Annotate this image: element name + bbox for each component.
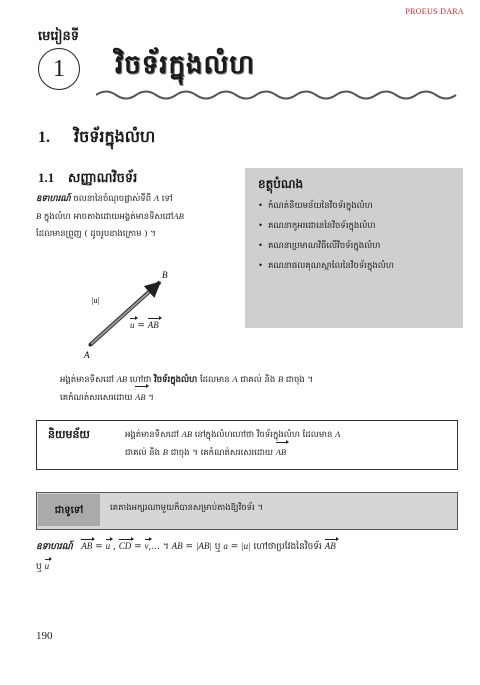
def-text: នៅក្នុងលំហហៅថា វិចទ័រក្នុងលំហ ដែលមាន — [194, 430, 333, 440]
note-label-text: ជាទូទៅ — [54, 504, 84, 516]
abs-u: |u| — [241, 541, 251, 551]
desc-text: ហៅថា — [129, 375, 152, 385]
lesson-number-badge — [38, 48, 80, 90]
page-number: 190 — [36, 630, 53, 642]
vector-ab: AB — [81, 541, 93, 551]
objectives-list — [258, 196, 456, 276]
equals-sign: = — [95, 542, 103, 552]
chapter-title: វិចទ័រក្នុងលំហ — [115, 50, 256, 80]
point-b-ref: B — [36, 211, 42, 221]
desc-text: អង្គត់មានទិសដៅ — [60, 375, 114, 385]
vector-u: u — [44, 561, 50, 571]
subsection-heading — [38, 170, 137, 189]
desc-text: ។ — [148, 393, 154, 403]
length-ab: AB — [171, 541, 183, 551]
objectives-title: ខត្ថុបំណង — [258, 177, 304, 191]
point-a-ref: A — [335, 429, 341, 439]
desc-text: ជាចុង ។ — [285, 375, 314, 385]
equals-sign: = — [230, 542, 239, 552]
objective-item: • កំណត់និយមន័យនៃវិចទ័រក្នុងលំហ — [258, 196, 456, 216]
example-line-3: ដែលមានព្រួញ ( ដូចរូបខាងក្រោម ) ។ — [36, 229, 156, 239]
vector-arrow — [90, 284, 158, 345]
subsection-title: សញ្ញាណវិចទ័រ — [68, 171, 138, 186]
desc-text: ជាគល់ និង — [240, 375, 276, 385]
or-word: ឬ — [36, 562, 42, 572]
point-b-ref: B — [278, 374, 284, 384]
section-heading-1 — [38, 126, 155, 150]
lesson-number: 1 — [53, 55, 65, 82]
example-2-line-1: ឧទាហរណ៍ AB = u , CD = v,... ។ AB = |AB| ឬ a = |u| ហៅថាប្រវែងនៃវិចទ័រ AB — [36, 541, 336, 552]
example-text: ចលនានៃចំណុចផ្លាស់ទីពី — [73, 194, 152, 204]
desc-text: ដែលមាន — [199, 375, 230, 385]
point-a — [89, 344, 92, 347]
vector-u: u — [130, 320, 135, 330]
separator: ។ — [162, 542, 169, 552]
desc-text: ហៅថាប្រវែងនៃវិចទ័រ — [253, 542, 322, 552]
definition-text — [125, 426, 445, 462]
segment-ab-ref: AB — [181, 429, 193, 439]
desc-text: គេកំណត់សរសេរដោយ — [60, 393, 133, 403]
equals-sign: = — [137, 321, 145, 331]
point-a-label: A — [84, 350, 90, 360]
example-text: ក្នុងលំហ អាចតាងដោយអង្គត់មានទិសដៅ — [43, 212, 174, 222]
objective-item: • គណនាប្រមាណវិធីលើវិចទ័រក្នុងលំហ — [258, 236, 456, 256]
point-b-label: B — [162, 270, 168, 280]
vector-ab: AB — [135, 388, 145, 406]
point-a-ref: A — [153, 193, 160, 203]
example-line-1 — [36, 190, 246, 208]
equals-sign: = — [185, 542, 194, 552]
vector-v: v — [144, 541, 149, 551]
length-a: a — [223, 541, 228, 551]
example-text: ទៅ — [161, 194, 173, 204]
vector-norm-label: |u| — [92, 296, 100, 305]
objective-item: • គណនាកូអរដោនេនៃវិចទ័រក្នុងលំហ — [258, 216, 456, 236]
vector-u: u — [105, 541, 111, 551]
vector-equation — [130, 320, 159, 331]
def-text: អង្គត់មានទិសដៅ — [125, 430, 179, 440]
note-label — [38, 494, 100, 526]
example-line-2 — [36, 208, 246, 226]
def-text: ជាចុង ។ គេកំណត់សរសេរដោយ — [170, 448, 274, 458]
definition-label: និយមន័យ — [48, 428, 90, 441]
section-title: វិចទ័រក្នុងលំហ — [74, 127, 156, 146]
note-text: គេតាងអក្សរណាមួយក៏បានសម្រាប់តាងឱ្យវិចទ័រ ។ — [110, 503, 264, 513]
example-paragraph — [36, 190, 246, 243]
vector-ab: AB — [147, 320, 159, 330]
objective-item: • គណនាផលគុណស្កាលែនៃវិចទ័រក្នុងលំហ — [258, 256, 456, 276]
vector-ab: AB — [324, 541, 336, 551]
title-wave-decoration — [96, 88, 466, 102]
point-b-ref: B — [162, 447, 168, 457]
equals-sign: = — [134, 542, 142, 552]
lesson-label: មេរៀនទី — [38, 29, 80, 44]
ellipsis: ,... — [148, 542, 160, 552]
or-word: ឬ — [214, 542, 221, 552]
def-text: ជាគល់ និង — [125, 448, 161, 458]
example-label: ឧទាហរណ៍ — [36, 542, 73, 552]
vector-ab: AB — [276, 444, 286, 461]
vector-cd: CD — [118, 541, 132, 551]
abs-ab: |AB| — [195, 541, 212, 551]
vector-description-line-1 — [60, 370, 450, 389]
segment-ab-ref: AB — [173, 211, 184, 221]
point-a-ref: A — [232, 374, 238, 384]
example-label: ឧទាហរណ៍ — [36, 194, 71, 204]
section-number: 1. — [38, 129, 50, 146]
brand-label: PROEUS DARA — [405, 7, 464, 16]
example-2-line-2 — [36, 561, 49, 574]
segment-ab-ref: AB — [116, 374, 128, 384]
vector-description-line-2 — [60, 388, 450, 407]
term-highlight: វិចទ័រក្នុងលំហ — [154, 375, 198, 385]
subsection-number: 1.1 — [38, 170, 55, 185]
